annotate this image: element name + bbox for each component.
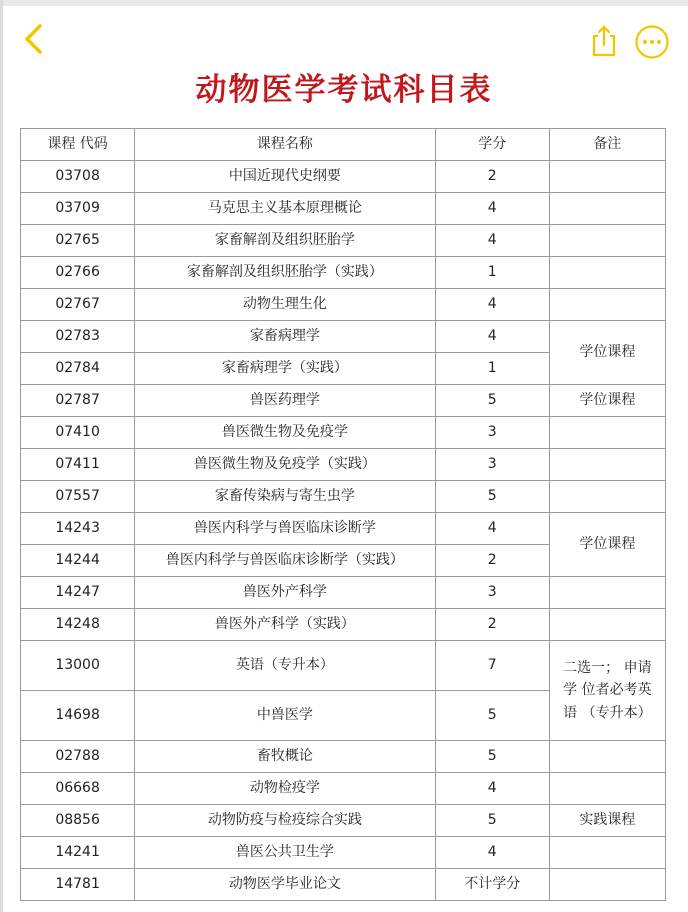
table-row [21,805,666,837]
course-credit: 4 [435,513,549,545]
table-row [21,257,666,289]
course-code: 02783 [21,321,135,353]
course-note [549,773,665,805]
course-credit: 5 [435,741,549,773]
course-name: 家畜病理学 [135,321,435,353]
course-code: 02766 [21,257,135,289]
course-name: 家畜病理学（实践） [135,353,435,385]
course-code: 14241 [21,837,135,869]
course-credit: 4 [435,289,549,321]
course-code: 07410 [21,417,135,449]
table-row [21,385,666,417]
course-name: 英语（专升本） [135,641,435,691]
table-row [21,513,666,545]
course-name: 畜牧概论 [135,741,435,773]
course-code: 13000 [21,641,135,691]
course-name: 家畜解剖及组织胚胎学（实践） [135,257,435,289]
course-name: 动物检疫学 [135,773,435,805]
course-name: 兽医公共卫生学 [135,837,435,869]
course-code: 06668 [21,773,135,805]
course-name: 家畜解剖及组织胚胎学 [135,225,435,257]
course-code: 14248 [21,609,135,641]
course-name: 兽医外产科学 [135,577,435,609]
course-name: 中国近现代史纲要 [135,161,435,193]
table-row [21,161,666,193]
course-code: 03709 [21,193,135,225]
course-note [549,449,665,481]
course-code: 14247 [21,577,135,609]
course-note [549,417,665,449]
course-name: 中兽医学 [135,691,435,741]
course-code: 14781 [21,869,135,901]
course-note [549,577,665,609]
table-row [21,417,666,449]
course-note [549,161,665,193]
course-name: 兽医内科学与兽医临床诊断学 [135,513,435,545]
course-name: 兽医药理学 [135,385,435,417]
note-degree-course: 学位课程 [549,321,665,385]
page-title: 动物医学考试科目表 [195,72,493,108]
course-code: 02765 [21,225,135,257]
course-code: 07411 [21,449,135,481]
course-note [549,837,665,869]
course-credit: 4 [435,193,549,225]
note-english-choice: 二选一； 申请 学 位者必考英 语 （专升本） [549,641,665,741]
header-note: 备注 [549,129,665,161]
course-code: 02767 [21,289,135,321]
table-row [21,225,666,257]
table-row [21,773,666,805]
exam-subject-table [20,128,666,901]
course-credit: 1 [435,353,549,385]
table-row [21,289,666,321]
table-row [21,609,666,641]
course-credit: 5 [435,805,549,837]
course-credit: 7 [435,641,549,691]
course-note [549,481,665,513]
header-name: 课程名称 [135,129,435,161]
course-code: 02787 [21,385,135,417]
course-note [549,193,665,225]
course-name: 马克思主义基本原理概论 [135,193,435,225]
course-name: 兽医微生物及免疫学 [135,417,435,449]
course-name: 动物医学毕业论文 [135,869,435,901]
course-note [549,225,665,257]
table-row [21,869,666,901]
course-code: 02784 [21,353,135,385]
course-code: 08856 [21,805,135,837]
course-credit: 4 [435,773,549,805]
course-credit: 4 [435,321,549,353]
table-row [21,837,666,869]
course-credit: 5 [435,481,549,513]
course-code: 14244 [21,545,135,577]
course-credit: 4 [435,837,549,869]
chevron-left-icon[interactable] [18,22,52,56]
course-name: 家畜传染病与寄生虫学 [135,481,435,513]
course-code: 02788 [21,741,135,773]
note-degree-course: 学位课程 [549,385,665,417]
course-credit: 5 [435,385,549,417]
table-row [21,321,666,353]
course-name: 动物生理生化 [135,289,435,321]
course-code: 14243 [21,513,135,545]
table-row [21,641,666,691]
course-name: 兽医内科学与兽医临床诊断学（实践） [135,545,435,577]
table-row [21,481,666,513]
course-code: 03708 [21,161,135,193]
course-note [549,289,665,321]
table-row [21,449,666,481]
top-border [0,0,688,6]
course-code: 07557 [21,481,135,513]
course-note [549,869,665,901]
course-code: 14698 [21,691,135,741]
course-note [549,609,665,641]
course-note [549,741,665,773]
course-name: 动物防疫与检疫综合实践 [135,805,435,837]
course-credit: 1 [435,257,549,289]
course-credit: 2 [435,161,549,193]
table-row [21,741,666,773]
share-icon[interactable] [588,24,620,58]
left-border [0,0,3,912]
course-credit: 不计学分 [435,869,549,901]
table-row [21,577,666,609]
more-icon[interactable] [634,24,670,60]
course-name: 兽医微生物及免疫学（实践） [135,449,435,481]
course-credit: 3 [435,449,549,481]
course-credit: 2 [435,609,549,641]
header-credit: 学分 [435,129,549,161]
course-credit: 3 [435,417,549,449]
header-code: 课程 代码 [21,129,135,161]
course-name: 兽医外产科学（实践） [135,609,435,641]
course-credit: 4 [435,225,549,257]
course-note [549,257,665,289]
course-credit: 2 [435,545,549,577]
course-credit: 5 [435,691,549,741]
note-degree-course: 学位课程 [549,513,665,577]
note-practice-course: 实践课程 [549,805,665,837]
course-credit: 3 [435,577,549,609]
table-row [21,193,666,225]
table-header-row [21,129,666,161]
